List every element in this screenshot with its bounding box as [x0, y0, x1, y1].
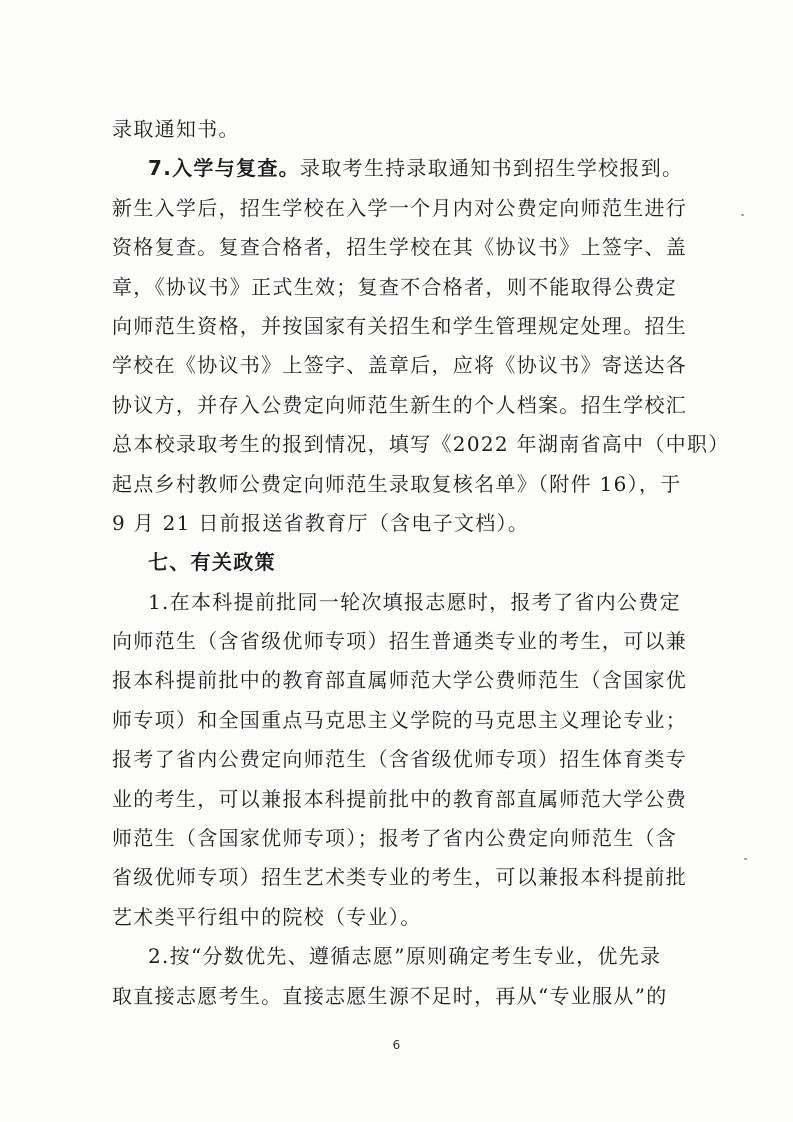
line-text: 师范生（含国家优师专项）；报考了省内公费定向师范生（含 [112, 826, 678, 851]
line-text: 省级优师专项）招生艺术类专业的考生，可以兼报本科提前批 [112, 865, 688, 890]
paragraph-line-1 [112, 110, 700, 149]
line-text: 新生入学后，招生学校在入学一个月内对公费定向师范生进行 [112, 195, 688, 220]
section-heading-policies [112, 543, 700, 582]
line-text: 向师范生（含省级优师专项）招生普通类专业的考生，可以兼 [112, 629, 688, 654]
section-7-heading: 7.入学与复查。 [148, 156, 300, 181]
line-text: 艺术类平行组中的院校（专业）。 [112, 904, 422, 929]
scan-speck [741, 214, 744, 216]
paragraph-line-8 [112, 386, 700, 425]
line-text: 章，《协议书》正式生效；复查不合格者，则不能取得公费定 [112, 274, 678, 299]
line-text: 取直接志愿考生。直接志愿生源不足时，再从“专业服从”的 [112, 983, 668, 1008]
line-text: 学校在《协议书》上签字、盖章后，应将《协议书》寄送达各 [112, 353, 688, 378]
line-text: 总本校录取考生的报到情况，填写《2022 年湖南省高中（中职） [112, 432, 730, 457]
page-number: 6 [392, 1038, 401, 1052]
line-text: 报本科提前批中的教育部直属师范大学公费师范生（含国家优 [112, 668, 688, 693]
paragraph-line-9 [112, 425, 730, 464]
section-title: 七、有关政策 [148, 550, 276, 575]
paragraph-line-19 [112, 819, 700, 858]
paragraph-line-15 [112, 661, 700, 700]
paragraph-line-22 [112, 937, 700, 976]
line-text: 起点乡村教师公费定向师范生录取复核名单》（附件 16），于 [112, 471, 682, 496]
paragraph-line-2 [112, 149, 700, 188]
line-text: 向师范生资格，并按国家有关招生和学生管理规定处理。招生 [112, 313, 688, 338]
paragraph-line-16 [112, 701, 700, 740]
paragraph-line-17 [112, 740, 700, 779]
line-text: 1.在本科提前批同一轮次填报志愿时，报考了省内公费定 [148, 589, 681, 614]
paragraph-line-10 [112, 465, 700, 504]
line-text: 录取考生持录取通知书到招生学校报到。 [299, 156, 684, 181]
paragraph-line-23 [112, 977, 700, 1016]
line-text: 业的考生，可以兼报本科提前批中的教育部直属师范大学公费 [112, 786, 688, 811]
paragraph-line-7 [112, 346, 700, 385]
body-text [112, 110, 730, 1016]
paragraph-line-3 [112, 189, 700, 228]
line-text: 协议方，并存入公费定向师范生新生的个人档案。招生学校汇 [112, 392, 688, 417]
line-text: 报考了省内公费定向师范生（含省级优师专项）招生体育类专 [112, 747, 688, 772]
scan-speck [744, 858, 747, 860]
paragraph-line-13 [112, 583, 700, 622]
paragraph-line-11 [112, 504, 700, 543]
paragraph-line-21 [112, 898, 700, 937]
paragraph-line-4 [112, 228, 700, 267]
line-text: 录取通知书。 [112, 117, 240, 141]
line-text: 2.按“分数优先、遵循志愿”原则确定考生专业，优先录 [148, 944, 662, 969]
paragraph-line-20 [112, 858, 700, 897]
paragraph-line-5 [112, 268, 700, 307]
line-text: 资格复查。复查合格者，招生学校在其《协议书》上签字、盖 [112, 235, 688, 260]
paragraph-line-6 [112, 307, 700, 346]
line-text: 9 月 21 日前报送省教育厅（含电子文档）。 [112, 510, 530, 535]
paragraph-line-14 [112, 622, 700, 661]
line-text: 师专项）和全国重点马克思主义学院的马克思主义理论专业； [112, 707, 688, 732]
paragraph-line-18 [112, 780, 700, 819]
